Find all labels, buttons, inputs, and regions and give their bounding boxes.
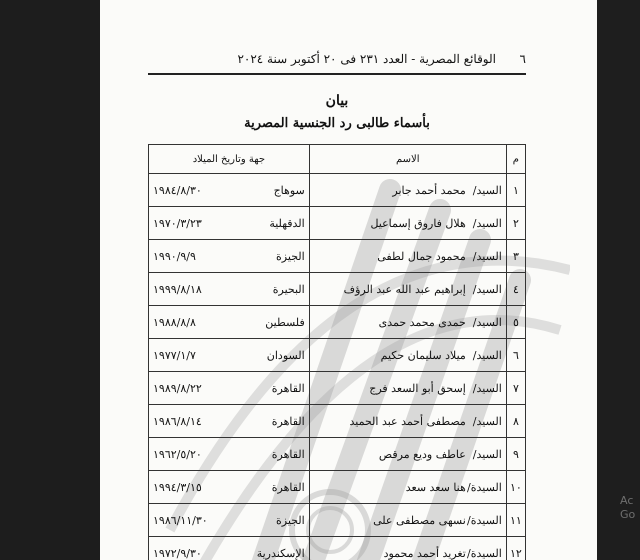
applicant-name: محمد أحمد جابر [392, 183, 466, 197]
document-subheading: بأسماء طالبى رد الجنسية المصرية [244, 116, 430, 131]
birth-place: سوهاج [273, 183, 305, 197]
row-number: ١٠ [506, 471, 525, 504]
applicant-name: إسحق أبو السعد فرج [369, 381, 466, 395]
birth-date: ١٩٩٤/٣/١٥ [153, 480, 202, 494]
row-number: ٢ [506, 207, 525, 240]
birth-place: القاهرة [271, 414, 305, 428]
row-number: ٧ [506, 372, 525, 405]
birth-date: ١٩٨٩/٨/٢٢ [153, 381, 202, 395]
row-birth-cell [149, 273, 310, 306]
column-header-birth: جهة وتاريخ الميلاد [149, 145, 310, 174]
row-name-cell [309, 438, 506, 471]
honorific: السيد/ [472, 447, 502, 461]
column-header-name: الاسم [309, 145, 506, 174]
dark-frame-right [597, 0, 640, 560]
table-row [149, 471, 526, 504]
page-number: ٦ [519, 52, 526, 66]
row-number: ٣ [506, 240, 525, 273]
birth-place: الدقهلية [269, 216, 305, 230]
honorific: السيد/ [472, 315, 502, 329]
row-birth-cell [149, 306, 310, 339]
birth-place: الجيزة [276, 249, 305, 263]
table-row [149, 306, 526, 339]
birth-place: الإسكندرية [256, 546, 305, 560]
honorific: السيد/ [472, 249, 502, 263]
birth-date: ١٩٨٦/١١/٣٠ [153, 513, 208, 527]
honorific: السيدة/ [467, 546, 502, 560]
column-header-number: م [506, 145, 525, 174]
row-number: ٩ [506, 438, 525, 471]
header-divider [148, 73, 526, 75]
table-row [149, 240, 526, 273]
table-row [149, 537, 526, 560]
row-birth-cell [149, 372, 310, 405]
row-number: ٨ [506, 405, 525, 438]
row-name-cell [309, 240, 506, 273]
gazette-title: الوقائع المصرية - العدد ٢٣١ فى ٢٠ أكتوبر سنة ٢٠٢٤ [237, 52, 496, 66]
activation-line-2: Go [620, 508, 636, 521]
row-number: ٤ [506, 273, 525, 306]
table-row [149, 207, 526, 240]
row-name-cell [309, 174, 506, 207]
row-number: ١١ [506, 504, 525, 537]
birth-date: ١٩٩٩/٨/١٨ [153, 282, 202, 296]
row-birth-cell [149, 339, 310, 372]
table-row [149, 405, 526, 438]
applicants-table [148, 144, 526, 560]
birth-date: ١٩٧٠/٣/٢٣ [153, 216, 202, 230]
birth-place: القاهرة [271, 381, 305, 395]
birth-date: ١٩٩٠/٩/٩ [153, 249, 196, 263]
birth-place: القاهرة [271, 447, 305, 461]
row-name-cell [309, 504, 506, 537]
row-name-cell [309, 306, 506, 339]
birth-place: البحيرة [272, 282, 305, 296]
row-birth-cell [149, 471, 310, 504]
document-page [100, 0, 597, 560]
row-birth-cell [149, 207, 310, 240]
table-header-row [149, 145, 526, 174]
row-name-cell [309, 537, 506, 560]
table-row [149, 339, 526, 372]
birth-place: الجيزة [276, 513, 305, 527]
activation-line-1: Ac [620, 494, 634, 507]
birth-place: فلسطين [265, 315, 305, 329]
applicant-name: نسهى مصطفى على [373, 513, 466, 527]
applicant-name: تغريد أحمد محمود [383, 546, 466, 560]
row-birth-cell [149, 174, 310, 207]
row-birth-cell [149, 438, 310, 471]
applicant-name: هلال فاروق إسماعيل [370, 216, 466, 230]
row-name-cell [309, 471, 506, 504]
honorific: السيد/ [472, 216, 502, 230]
row-number: ١ [506, 174, 525, 207]
birth-place: السودان [266, 348, 305, 362]
birth-date: ١٩٧٧/١/٧ [153, 348, 196, 362]
applicant-name: هنا سعد سعد [405, 480, 466, 494]
activation-overlay-text [620, 494, 635, 522]
applicant-name: مصطفى أحمد عبد الحميد [349, 414, 466, 428]
row-name-cell [309, 405, 506, 438]
applicant-name: محمود جمال لطفى [377, 249, 466, 263]
row-name-cell [309, 207, 506, 240]
row-number: ١٢ [506, 537, 525, 560]
birth-date: ١٩٨٨/٨/٨ [153, 315, 196, 329]
table-row [149, 438, 526, 471]
honorific: السيد/ [472, 183, 502, 197]
birth-date: ١٩٧٢/٩/٣٠ [153, 546, 202, 560]
row-name-cell [309, 339, 506, 372]
row-number: ٥ [506, 306, 525, 339]
applicant-name: ميلاد سليمان حكيم [380, 348, 466, 362]
honorific: السيد/ [472, 348, 502, 362]
birth-place: القاهرة [271, 480, 305, 494]
table-row [149, 273, 526, 306]
row-name-cell [309, 273, 506, 306]
row-birth-cell [149, 504, 310, 537]
honorific: السيد/ [472, 282, 502, 296]
applicant-name: إبراهيم عبد الله عبد الرؤف [343, 282, 466, 296]
row-name-cell [309, 372, 506, 405]
honorific: السيدة/ [467, 513, 502, 527]
honorific: السيد/ [472, 381, 502, 395]
row-birth-cell [149, 405, 310, 438]
honorific: السيد/ [472, 414, 502, 428]
document-heading: بيان [325, 93, 349, 109]
birth-date: ١٩٨٦/٨/١٤ [153, 414, 202, 428]
table-row [149, 504, 526, 537]
birth-date: ١٩٨٤/٨/٣٠ [153, 183, 202, 197]
applicant-name: عاطف وديع مرقص [378, 447, 466, 461]
birth-date: ١٩٦٢/٥/٢٠ [153, 447, 202, 461]
row-number: ٦ [506, 339, 525, 372]
table-row [149, 174, 526, 207]
applicant-name: حمدى محمد حمدى [378, 315, 466, 329]
honorific: السيدة/ [467, 480, 502, 494]
page-header [148, 52, 526, 72]
row-birth-cell [149, 240, 310, 273]
table-row [149, 372, 526, 405]
row-birth-cell [149, 537, 310, 560]
